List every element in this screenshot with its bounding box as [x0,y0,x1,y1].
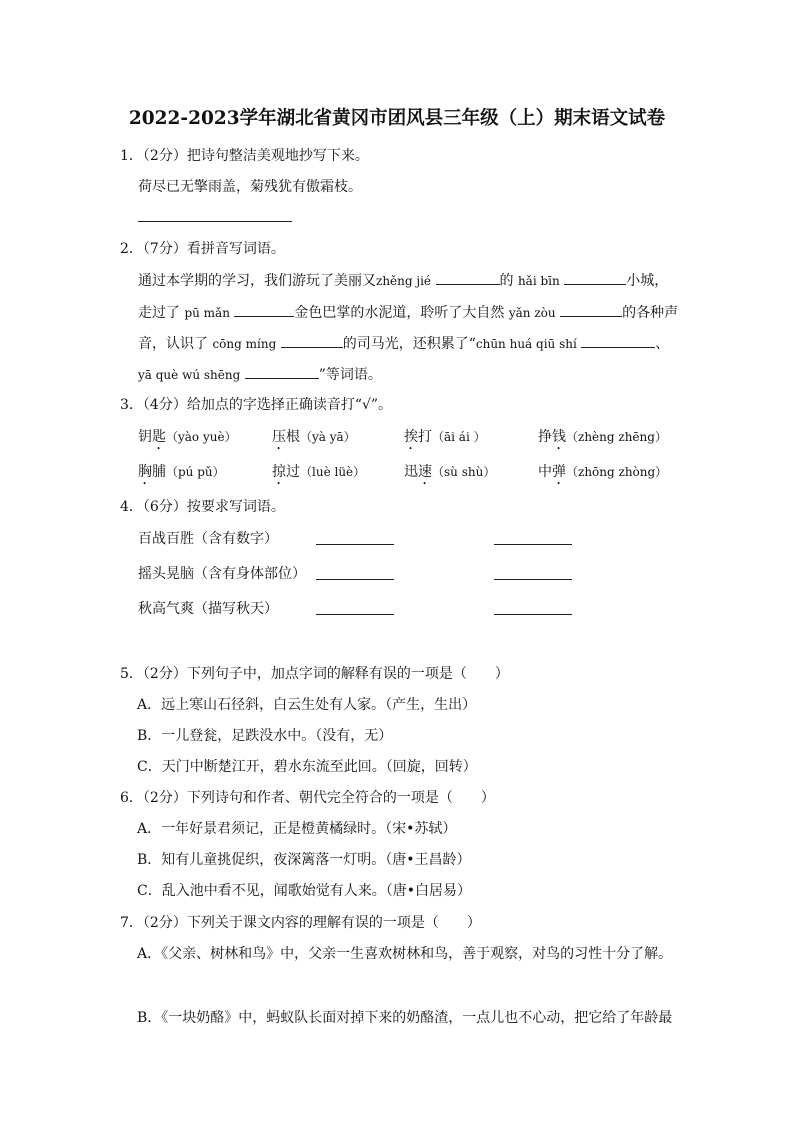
page-title: 2022-2023学年湖北省黄冈市团风县三年级（上）期末语文试卷 [128,108,666,129]
answer-blank[interactable] [234,302,294,317]
dotted-character: 速 [418,464,432,480]
dotted-character: 钱 [552,429,566,445]
question-3-item[interactable] [138,427,237,453]
answer-blank[interactable] [281,333,343,348]
pinyin-options: （āi ái ） [432,430,486,444]
word-part: 钥 [138,429,152,445]
word-part: 打 [418,429,432,445]
pinyin-options: （yào yuè） [166,430,237,444]
pinyin-options: （sù shù） [432,465,496,479]
dotted-character: 挨 [404,429,418,445]
answer-blank[interactable] [560,302,622,317]
answer-blank[interactable] [245,364,319,379]
pinyin: pū mǎn [184,306,230,320]
question-5-option-b[interactable]: B．一儿登瓮，足跌没水中。（没有，无） [137,728,393,744]
dotted-character: 匙 [152,429,166,445]
question-2-stem: 2．（7分）看拼音写词语。 [120,241,285,257]
question-3-item[interactable] [538,462,667,488]
word-part: 挣 [538,429,552,445]
pinyin: zhěng jié [376,274,432,288]
question-4-answer-line[interactable] [316,579,394,580]
question-2-line-1 [138,270,668,291]
text: 小城， [626,273,669,289]
question-4-prompt: 秋高气爽（描写秋天） [138,601,278,617]
question-2-line-4 [138,364,382,385]
question-5-option-c[interactable]: C．天门中断楚江开，碧水东流至此回。（回旋，回转） [137,759,477,775]
question-1-stem: 1．（2分）把诗句整洁美观地抄写下来。 [120,148,369,164]
answer-blank[interactable] [581,333,655,348]
text: 走过了 [138,305,180,321]
question-7-option-b[interactable]: B．《一块奶酪》中，蚂蚁队长面对掉下来的奶酪渣，一点儿也不心动，把它给了年龄最 [137,1010,673,1026]
text: 的各种声 [622,305,679,321]
question-3-item[interactable] [272,427,356,453]
question-5-option-a[interactable]: A．远上寒山石径斜，白云生处有人家。（产生，生出） [137,697,477,713]
answer-blank[interactable] [436,270,500,285]
dotted-character: 掠 [272,464,286,480]
question-3-item[interactable] [138,462,225,488]
question-3-item[interactable] [404,462,495,488]
question-2-line-2 [138,302,678,323]
text: 的 [499,273,514,289]
pinyin: cōng míng [212,337,277,351]
question-6-option-a[interactable]: A．一年好景君须记，正是橙黄橘绿时。（宋•苏轼） [137,821,457,837]
question-7-option-a[interactable]: A．《父亲、树林和鸟》中，父亲一生喜欢树林和鸟，善于观察，对鸟的习性十分了解。 [137,946,673,962]
question-4-answer-line[interactable] [316,614,394,615]
question-4-answer-line[interactable] [316,544,394,545]
dotted-character: 压 [272,429,286,445]
pinyin: yā què wú shēng [138,368,241,382]
question-4-stem: 4．（6分）按要求写词语。 [120,499,285,515]
question-3-stem: 3．（4分）给加点的字选择正确读音打“√”。 [120,397,393,413]
answer-blank[interactable] [564,270,626,285]
question-3-item[interactable] [538,427,667,453]
text: 通过本学期的学习，我们游玩了美丽又 [138,273,376,289]
pinyin-options: （zhèng zhēng） [566,430,667,444]
word-part: 根 [286,429,300,445]
pinyin: hǎi bīn [517,274,560,288]
question-6-option-c[interactable]: C．乱入池中看不见，闻歌始觉有人来。（唐•白居易） [137,883,471,899]
pinyin-options: （luè lüè） [300,465,366,479]
word-part: 过 [286,464,300,480]
question-2-line-3 [138,333,669,354]
question-6-stem: 6．（2分）下列诗句和作者、朝代完全符合的一项是（ ） [120,790,495,806]
pinyin: chūn huá qiū shí [475,337,577,351]
text: 音，认识了 [138,336,208,352]
dotted-character: 弹 [552,464,566,480]
dotted-character: 胸 [138,464,152,480]
text: ”等词语。 [318,367,382,383]
word-part: 脯 [152,464,166,480]
question-3-item[interactable] [272,462,365,488]
question-3-item[interactable] [404,427,486,453]
question-1-poem: 荷尽已无擎雨盖，菊残犹有傲霜枝。 [138,179,362,195]
text: 的司马光，还积累了“ [342,336,476,352]
question-6-option-b[interactable]: B．知有儿童挑促织，夜深篱落一灯明。（唐•王昌龄） [137,852,471,868]
question-4-answer-line[interactable] [494,544,572,545]
question-4-prompt: 摇头晃脑（含有身体部位） [138,566,306,582]
pinyin-options: （yà yā） [300,430,356,444]
question-4-answer-line[interactable] [494,579,572,580]
word-part: 迅 [404,464,418,480]
pinyin-options: （zhōng zhòng） [566,465,668,479]
word-part: 中 [538,464,552,480]
question-7-stem: 7．（2分）下列关于课文内容的理解有误的一项是（ ） [120,915,481,931]
text: 金色巴掌的水泥道，聆听了大自然 [294,305,505,321]
question-5-stem: 5．（2分）下列句子中，加点字词的解释有误的一项是（ ） [120,666,509,682]
question-4-answer-line[interactable] [494,614,572,615]
question-1-answer-line[interactable] [138,221,292,222]
pinyin-options: （pú pǔ） [166,465,225,479]
pinyin: yǎn zòu [508,306,556,320]
text: 、 [655,336,670,352]
question-4-prompt: 百战百胜（含有数字） [138,531,278,547]
